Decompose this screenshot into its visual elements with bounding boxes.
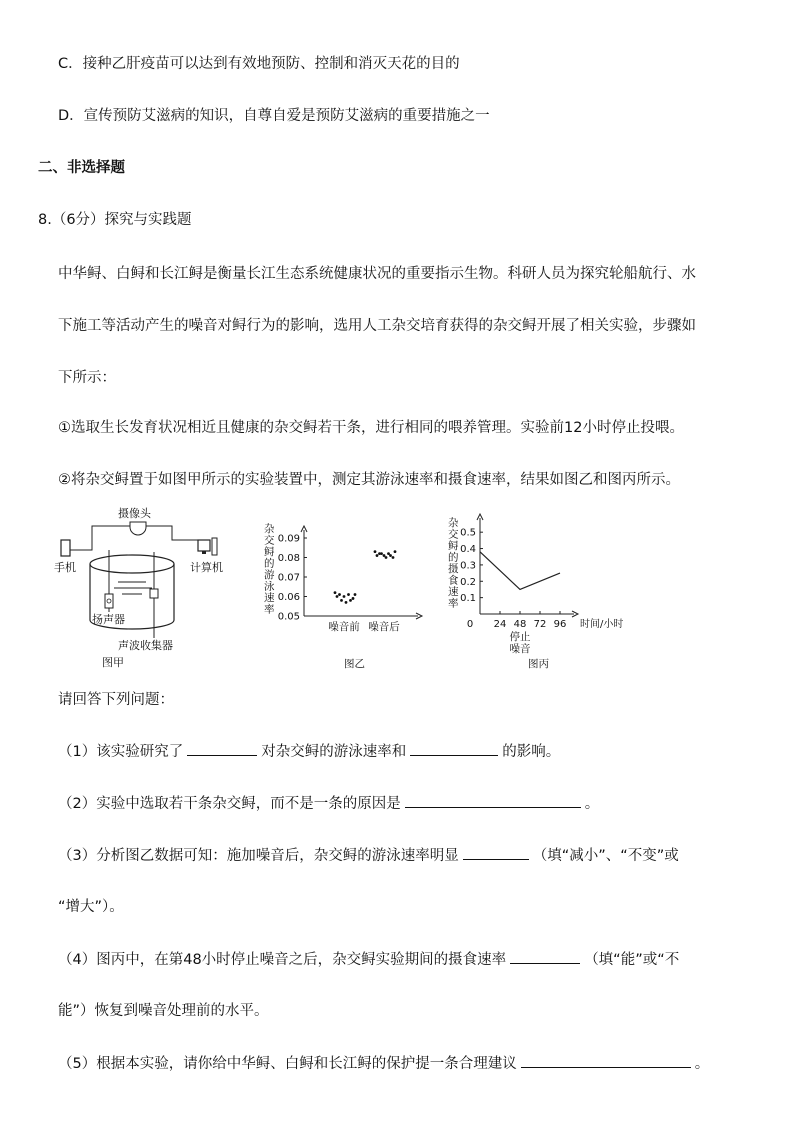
y-label-char: 杂 [264,523,275,535]
step-2: ②将杂交鲟置于如图甲所示的实验装置中，测定其游泳速率和摄食速率，结果如图乙和图丙所示。 [58,472,680,488]
x-unit-label: 时间/小时 [580,619,624,630]
data-point [376,554,379,557]
y-tick-label: 0.1 [460,593,476,605]
y-label-char: 速 [264,592,275,604]
q5-blank[interactable] [521,1053,691,1068]
q2-blank[interactable] [405,793,581,808]
figure-a-apparatus [52,500,242,670]
data-point [334,591,337,594]
data-point [338,593,341,596]
y-label-char: 摄 [448,563,459,575]
x-tick-label: 96 [553,619,567,630]
x-tick-label: 24 [493,619,507,630]
question-4-cont: 能”）恢复到噪音处理前的水平。 [58,1003,269,1019]
y-tick-label: 0.08 [277,553,300,564]
intro-line-2: 下施工等活动产生的噪音对鲟行为的影响，选用人工杂交培育获得的杂交鲟开展了相关实验，步骤如 [58,318,696,334]
question-2: （2）实验中选取若干条杂交鲟，而不是一条的原因是 。 [58,793,599,814]
x-tick-label: 噪音前 [328,621,360,633]
figure-b-chart [258,510,428,670]
y-label-char: 的 [264,557,275,570]
phone-label: 手机 [54,561,76,574]
y-label-char: 食 [448,574,459,587]
data-point [336,595,339,598]
y-label-char: 的 [448,551,459,564]
data-point [387,552,390,555]
data-point [374,550,377,553]
y-label-char: 泳 [264,580,275,593]
figure-a-caption: 图甲 [102,656,124,669]
q1-blank-2[interactable] [410,741,498,756]
data-point [345,601,348,604]
computer-icon [198,540,210,551]
data-point [380,552,383,555]
data-point [383,554,386,557]
series-line [480,552,560,590]
y-tick-label: 0.09 [277,533,300,545]
y-tick-label: 0.06 [277,592,300,603]
y-label-char: 交 [448,528,459,541]
data-point [340,599,343,602]
option-c: C．接种乙肝疫苗可以达到有效地预防、控制和消灭天花的目的 [58,56,460,72]
y-label-char: 率 [448,597,459,610]
intro-line-3: 下所示： [58,370,116,386]
data-point [349,599,352,602]
data-point [389,554,392,557]
x-tick-label: 噪音后 [368,621,400,633]
collector-label: 声波收集器 [118,639,173,652]
data-point [354,593,357,596]
computer-label: 计算机 [190,561,223,574]
question-3: （3）分析图乙数据可知：施加噪音后，杂交鲟的游泳速率明显 （填“减小”、“不变”或 [58,845,679,866]
y-label-char: 鲟 [264,546,275,558]
camera-label: 摄像头 [118,507,151,520]
intro-line-1: 中华鲟、白鲟和长江鲟是衡量长江生态系统健康状况的重要指示生物。科研人员为探究轮船航行、水 [58,266,696,282]
step-1: ①选取生长发育状况相近且健康的杂交鲟若干条，进行相同的喂养管理。实验前12小时停止投喂。 [58,420,684,436]
figure-c-chart [440,510,640,670]
y-tick-label: 0.5 [460,527,476,539]
collector-icon [150,589,158,598]
question-5: （5）根据本实验，请你给中华鲟、白鲟和长江鲟的保护提一条合理建议 。 [58,1053,709,1074]
question-title: 8.（6分）探究与实践题 [38,212,192,228]
y-label-char: 率 [264,603,275,616]
section-heading: 二、非选择题 [38,160,125,176]
camera-icon [130,522,146,535]
figure-b-caption: 图乙 [344,658,365,670]
answer-prompt: 请回答下列问题： [58,692,174,708]
q4-blank[interactable] [510,949,580,964]
x-tick-label: 0 [466,619,474,630]
q3-blank[interactable] [463,845,529,860]
question-3-cont: “增大”）。 [58,899,124,915]
question-4: （4）图丙中，在第48小时停止噪音之后，杂交鲟实验期间的摄食速率 （填“能”或“不 [58,949,679,970]
y-label-char: 交 [264,534,275,547]
phone-icon [61,540,70,556]
y-label-char: 游 [264,569,275,581]
y-tick-label: 0.3 [460,560,476,572]
x-tick-label: 48 [513,619,527,630]
data-point [347,593,350,596]
y-tick-label: 0.07 [277,572,300,584]
stop-noise-note: 停止 [509,631,531,643]
data-point [352,597,355,600]
stop-noise-note: 噪音 [509,643,531,655]
speaker-icon [105,594,113,608]
option-d: D．宣传预防艾滋病的知识，自尊自爱是预防艾滋病的重要措施之一 [58,108,490,124]
y-tick-label: 0.05 [277,611,300,623]
speaker-label: 扬声器 [92,613,125,626]
q1-blank-1[interactable] [187,741,257,756]
data-point [394,550,397,553]
y-label-char: 鲟 [448,540,459,552]
y-label-char: 速 [448,586,459,598]
y-tick-label: 0.2 [460,576,476,588]
data-point [343,595,346,598]
data-point [385,556,388,559]
y-label-char: 杂 [448,517,459,529]
question-1: （1）该实验研究了 对杂交鲟的游泳速率和 的影响。 [58,741,560,762]
data-point [392,556,395,559]
figure-c-caption: 图丙 [528,658,549,670]
x-tick-label: 72 [533,619,547,630]
y-tick-label: 0.4 [460,544,476,556]
